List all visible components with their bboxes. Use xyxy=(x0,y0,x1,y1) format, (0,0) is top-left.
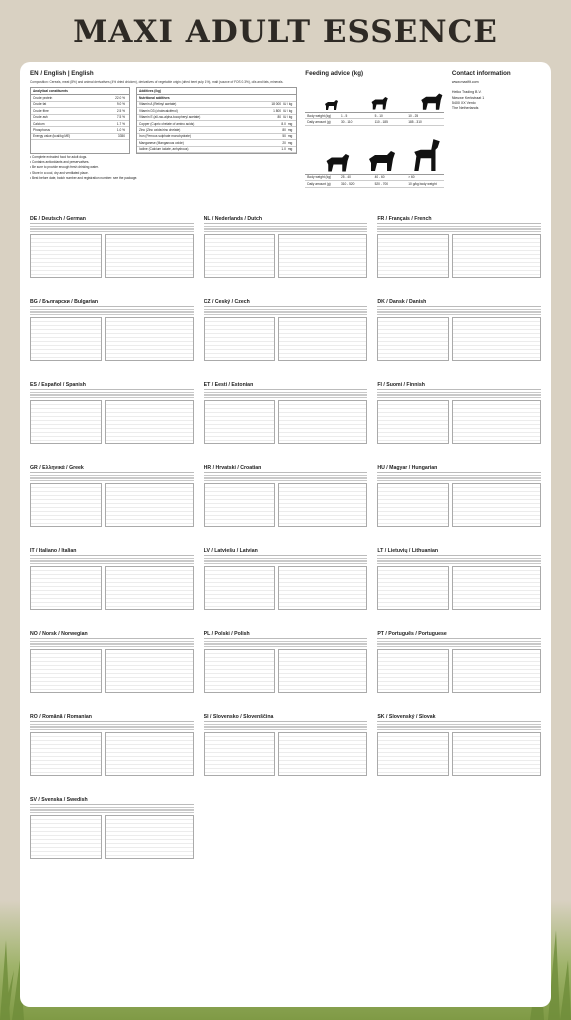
composition-text-block xyxy=(204,724,368,730)
nutrition-tables xyxy=(377,649,541,693)
english-composition: Composition: Cereals, meat (8%) and animal derivatives (4% dried chicken), derivatives of vegetable origin (dried beet pulp 1%), malt (source of FOS 0.3%), oils and fats, minerals. xyxy=(30,80,284,84)
composition-text-block xyxy=(30,392,194,398)
nutrition-tables xyxy=(204,234,368,278)
small-dogs-illustration xyxy=(323,82,444,110)
analytical-row: Crude protein 22.0 % xyxy=(31,95,129,101)
language-heading: ET / Eesti / Estonian xyxy=(204,382,368,390)
nutrition-tables xyxy=(204,566,368,610)
feeding-heading: Feeding advice (kg) xyxy=(305,70,364,77)
composition-text-block xyxy=(204,558,368,564)
additive-row: Iodine (Calcium iodate, anhydrous) 1.0 mg xyxy=(137,147,296,153)
additive-row: Vitamin D3 (cholecalciferol) 1 800 IU / kg xyxy=(137,108,296,114)
language-heading: HR / Hrvatski / Croatian xyxy=(204,465,368,473)
composition-text-block xyxy=(377,226,541,232)
nutrition-tables xyxy=(204,317,368,361)
nutrition-table xyxy=(377,317,449,361)
contact-heading: Contact information xyxy=(451,70,511,77)
language-section xyxy=(30,631,194,709)
language-section xyxy=(377,714,541,792)
nutrition-table xyxy=(452,566,541,610)
dog-silhouette-icon xyxy=(410,136,444,172)
note-line: • Contains antioxidants and preservatives. xyxy=(30,160,90,165)
nutrition-table xyxy=(105,483,194,527)
nutrition-tables xyxy=(30,566,194,610)
nutrition-table xyxy=(377,649,449,693)
nutrition-table xyxy=(452,483,541,527)
nutrition-tables xyxy=(204,732,368,776)
nutrition-table xyxy=(377,400,449,444)
composition-text-block xyxy=(30,558,194,564)
nutrition-table xyxy=(278,483,367,527)
language-section xyxy=(204,714,368,792)
analytical-row: Energy value (kcal/kg ME) 3350 xyxy=(31,134,129,140)
language-heading: GR / Ελληνικά / Greek xyxy=(30,465,194,473)
language-section xyxy=(204,216,368,294)
composition-text-block xyxy=(377,558,541,564)
nutrition-table xyxy=(105,815,194,859)
nutrition-table xyxy=(105,732,194,776)
nutrition-table xyxy=(105,649,194,693)
contact-line: The Netherlands xyxy=(451,106,479,111)
note-line: • Be sure to provide enough fresh drinking water. xyxy=(30,165,99,170)
nutrition-table xyxy=(105,234,194,278)
nutrition-table xyxy=(204,566,276,610)
nutrition-table xyxy=(278,732,367,776)
additive-row: Iron (Ferrous sulphate monohydrate) 50 mg xyxy=(137,134,296,140)
nutrition-tables xyxy=(377,400,541,444)
nutrition-tables xyxy=(204,649,368,693)
additive-row: Vitamin A (Retinyl acetate) 18 000 IU / kg xyxy=(137,102,296,108)
language-heading: NO / Norsk / Norwegian xyxy=(30,631,194,639)
composition-text-block xyxy=(377,309,541,315)
language-section xyxy=(204,382,368,460)
language-heading: LV / Latviešu / Latvian xyxy=(204,548,368,556)
note-line: • Complete extruded food for adult dogs. xyxy=(30,154,88,159)
nutrition-tables xyxy=(377,483,541,527)
note-line: • Store in a cool, dry and ventilated place. xyxy=(30,170,89,175)
nutrition-table xyxy=(30,400,102,444)
composition-text-block xyxy=(204,392,368,398)
language-heading: SI / Slovensko / Slovenščina xyxy=(204,714,368,722)
language-section xyxy=(30,382,194,460)
language-heading: FR / Français / French xyxy=(377,216,541,224)
language-heading: IT / Italiano / Italian xyxy=(30,548,194,556)
nutrition-table xyxy=(30,483,102,527)
analytical-row: Phosphorus 1.0 % xyxy=(31,127,129,133)
analytical-table: Analytical constituents Crude protein 22.0 % Crude fat 9.0 % Crude fibre 2.5 % Crude ash 7.5 % Calcium 1.7 % Phosphorus 1.0 % Energy value (kcal/kg ME) 3350 xyxy=(30,87,130,154)
composition-text-block xyxy=(30,475,194,481)
nutrition-tables xyxy=(204,483,368,527)
composition-text-block xyxy=(30,641,194,647)
language-section xyxy=(377,631,541,709)
language-heading: HU / Magyar / Hungarian xyxy=(377,465,541,473)
contact-information xyxy=(452,70,541,210)
language-section xyxy=(30,299,194,377)
composition-text-block xyxy=(204,641,368,647)
feeding-advice xyxy=(305,70,444,210)
nutrition-table xyxy=(105,400,194,444)
language-heading: SV / Svenska / Swedish xyxy=(30,797,194,805)
composition-text-block xyxy=(30,309,194,315)
feeding-row: Daily amount (g) 310 - 520 520 - 700 10 g/kg body weight xyxy=(305,181,444,187)
large-dogs-illustration xyxy=(323,132,444,172)
nutrition-table xyxy=(452,649,541,693)
additive-row: Manganese (Manganous oxide) 20 mg xyxy=(137,140,296,146)
nutrition-table xyxy=(105,566,194,610)
nutrition-table xyxy=(105,317,194,361)
nutrition-table xyxy=(278,566,367,610)
contact-line: 5400 XX Venlo xyxy=(451,100,476,105)
nutrition-table xyxy=(452,234,541,278)
language-heading: CZ / Český / Czech xyxy=(204,299,368,307)
english-heading: EN / English | English xyxy=(30,70,94,77)
nutrition-table xyxy=(278,649,367,693)
composition-text-block xyxy=(204,475,368,481)
nutrition-table xyxy=(204,732,276,776)
feeding-row: Body weight (kg) 25 - 40 40 - 60 > 60 xyxy=(305,175,444,181)
language-section xyxy=(30,714,194,792)
dog-silhouette-icon xyxy=(323,98,339,110)
nutrition-table xyxy=(30,566,102,610)
dog-silhouette-icon xyxy=(365,146,397,172)
additives-table: Additives (/kg) Nutritional additives Vitamin A (Retinyl acetate) 18 000 IU / kg Vitamin D3 (cholecalciferol) 1 800 IU / kg Vitamin E (all-rac-alpha-tocopheryl acetate) 80 IU / kg Copper (Cupric chelate of amino acids) 8.0 mg Zinc (Zinc oxide/zinc chelate) 80 mg Iron (Ferrous sulphate monohydrate) 50 mg Manganese (Manganous oxide) 20 mg Iodine (Calcium iodate, anhydrous) 1.0 mg xyxy=(136,87,297,154)
nutrition-tables xyxy=(30,649,194,693)
language-heading: PL / Polski / Polish xyxy=(204,631,368,639)
composition-text-block xyxy=(30,724,194,730)
nutrition-table xyxy=(204,317,276,361)
nutrition-table xyxy=(204,400,276,444)
composition-text-block xyxy=(377,641,541,647)
analytical-row: Crude ash 7.5 % xyxy=(31,115,129,121)
contact-line: Heiko Trading B.V. xyxy=(451,90,482,95)
nutrition-table xyxy=(452,732,541,776)
language-heading: ES / Español / Spanish xyxy=(30,382,194,390)
nutrition-tables xyxy=(377,732,541,776)
nutrition-table xyxy=(204,649,276,693)
language-heading: PT / Português / Portuguese xyxy=(377,631,541,639)
language-heading: LT / Lietuvių / Lithuanian xyxy=(377,548,541,556)
nutrition-table xyxy=(204,234,276,278)
feeding-row: Body weight (kg) 1 - 5 5 - 10 10 - 25 xyxy=(305,113,444,119)
composition-text-block xyxy=(30,807,194,813)
composition-text-block xyxy=(377,724,541,730)
analytical-row: Crude fibre 2.5 % xyxy=(31,108,129,114)
language-section xyxy=(204,548,368,626)
dog-silhouette-icon xyxy=(369,94,389,110)
composition-text-block xyxy=(377,475,541,481)
nutrition-tables xyxy=(377,566,541,610)
feeding-table-small xyxy=(305,112,444,126)
page-title: MAXI ADULT ESSENCE xyxy=(73,14,498,50)
language-section xyxy=(377,216,541,294)
nutrition-table xyxy=(452,317,541,361)
additive-row: Zinc (Zinc oxide/zinc chelate) 80 mg xyxy=(137,127,296,133)
language-heading: FI / Suomi / Finnish xyxy=(377,382,541,390)
feeding-table-large xyxy=(305,174,444,188)
analytical-row: Calcium 1.7 % xyxy=(31,121,129,127)
nutrition-tables xyxy=(30,732,194,776)
language-section xyxy=(204,465,368,543)
language-section xyxy=(30,216,194,294)
additive-row: Vitamin E (all-rac-alpha-tocopheryl acetate) 80 IU / kg xyxy=(137,115,296,121)
language-section xyxy=(377,465,541,543)
nutrition-tables xyxy=(30,317,194,361)
nutrition-tables xyxy=(377,234,541,278)
language-sections xyxy=(30,216,541,875)
nutrition-tables xyxy=(30,815,194,859)
language-section xyxy=(377,299,541,377)
nutrition-table xyxy=(30,649,102,693)
nutrition-table xyxy=(30,234,102,278)
language-section xyxy=(204,299,368,377)
nutrition-tables xyxy=(30,400,194,444)
contact-line: Nieuwe Kerkstraat 1 xyxy=(451,95,485,100)
nutrition-table xyxy=(377,732,449,776)
composition-text-block xyxy=(377,392,541,398)
composition-text-block xyxy=(204,226,368,232)
dog-silhouette-icon xyxy=(418,90,444,110)
nutrition-table xyxy=(278,400,367,444)
nutrition-table xyxy=(377,483,449,527)
language-section xyxy=(30,797,194,875)
dog-silhouette-icon xyxy=(323,150,351,172)
nutrition-table xyxy=(278,317,367,361)
analytical-row: Crude fat 9.0 % xyxy=(31,102,129,108)
language-heading: RO / Română / Romanian xyxy=(30,714,194,722)
nutrition-tables xyxy=(204,400,368,444)
language-heading: NL / Nederlands / Dutch xyxy=(204,216,368,224)
language-section xyxy=(204,631,368,709)
language-section xyxy=(30,465,194,543)
language-heading: DE / Deutsch / German xyxy=(30,216,194,224)
label-sheet xyxy=(20,62,551,1007)
feeding-row: Daily amount (g) 30 - 110 110 - 185 185 - 310 xyxy=(305,119,444,125)
nutrition-table xyxy=(204,483,276,527)
nutrition-tables xyxy=(30,234,194,278)
language-section xyxy=(377,382,541,460)
language-section xyxy=(30,548,194,626)
english-notes xyxy=(30,155,297,180)
nutrition-table xyxy=(452,400,541,444)
contact-line: www.maxifit.com xyxy=(451,80,479,84)
nutrition-table xyxy=(377,566,449,610)
composition-text-block xyxy=(30,226,194,232)
language-heading: BG / Български / Bulgarian xyxy=(30,299,194,307)
nutrition-table xyxy=(377,234,449,278)
nutrition-tables xyxy=(30,483,194,527)
nutrition-table xyxy=(30,317,102,361)
note-line: • Best before date, batch number and registration number: see the package. xyxy=(30,175,138,180)
composition-text-block xyxy=(204,309,368,315)
nutrition-table xyxy=(30,732,102,776)
language-section xyxy=(377,548,541,626)
nutrition-tables xyxy=(377,317,541,361)
additive-row: Copper (Cupric chelate of amino acids) 8.0 mg xyxy=(137,121,296,127)
language-heading: SK / Slovenský / Slovak xyxy=(377,714,541,722)
english-section xyxy=(30,70,297,210)
nutrition-table xyxy=(30,815,102,859)
nutrition-table xyxy=(278,234,367,278)
language-heading: DK / Dansk / Danish xyxy=(377,299,541,307)
